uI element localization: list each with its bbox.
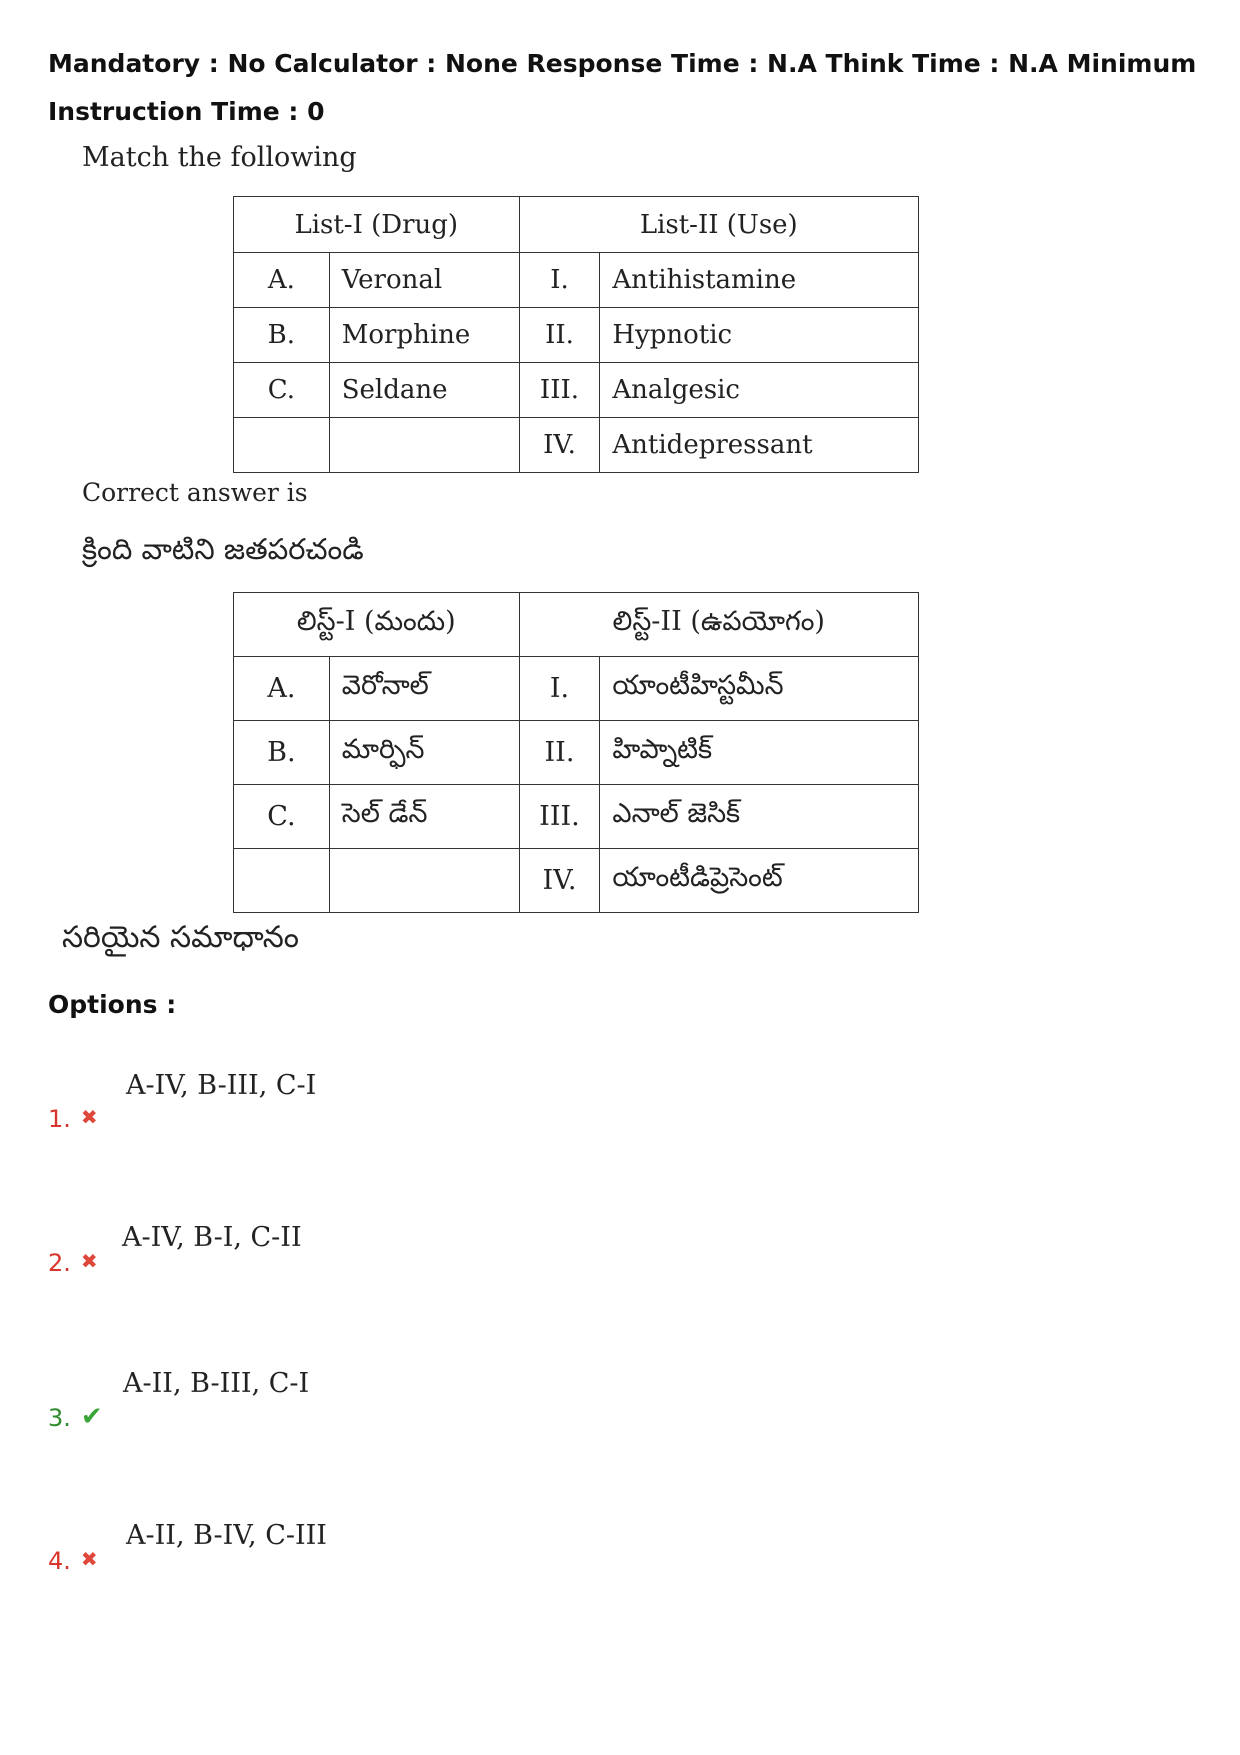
list-1-item: Seldane	[329, 363, 519, 418]
list-2-item: Antidepressant	[600, 418, 919, 473]
list-1-item: మార్ఫిన్	[329, 721, 519, 785]
match-table-te	[233, 592, 919, 913]
question-intro-te: క్రింది వాటిని జతపరచండి	[82, 532, 364, 566]
list-2-heading: List-II (Use)	[519, 197, 918, 253]
list-1-item: సెల్ డేన్	[329, 785, 519, 849]
list-2-item: ఎనాల్ జెసిక్	[600, 785, 919, 849]
list-1-heading: List-I (Drug)	[234, 197, 520, 253]
list-2-item: హిప్నాటిక్	[600, 721, 919, 785]
option-4-text[interactable]: A-II, B-IV, C-III	[126, 1520, 327, 1551]
table-row	[234, 849, 919, 913]
list-2-code: I.	[519, 253, 600, 308]
list-2-item: Antihistamine	[600, 253, 919, 308]
list-1-code: B.	[234, 721, 330, 785]
cross-icon: ✖	[80, 1105, 98, 1129]
list-1-item: Veronal	[329, 253, 519, 308]
list-1-code: B.	[234, 308, 330, 363]
table-row	[234, 721, 919, 785]
correct-answer-label-te: సరియైన సమాధానం	[62, 920, 299, 955]
list-2-code: III.	[519, 785, 600, 849]
option-number: 4.	[48, 1547, 71, 1575]
list-1-code: C.	[234, 785, 330, 849]
table-row	[234, 253, 919, 308]
table-row	[234, 418, 919, 473]
list-2-code: I.	[519, 657, 600, 721]
check-icon: ✔	[80, 1402, 103, 1432]
option-2-text[interactable]: A-IV, B-I, C-II	[122, 1222, 302, 1253]
list-1-item: వెరోనాల్	[329, 657, 519, 721]
list-2-item: యాంటీడిప్రెసెంట్	[600, 849, 919, 913]
table-row	[234, 657, 919, 721]
question-intro-en: Match the following	[82, 142, 357, 173]
cross-icon: ✖	[80, 1249, 98, 1273]
option-1-text[interactable]: A-IV, B-III, C-I	[126, 1070, 317, 1101]
list-2-item: యాంటీహిస్టమీన్	[600, 657, 919, 721]
list-2-code: II.	[519, 308, 600, 363]
table-header-row	[234, 197, 919, 253]
match-table-en	[233, 196, 919, 473]
list-1-heading: లిస్ట్-I (మందు)	[234, 593, 520, 657]
list-2-item: Analgesic	[600, 363, 919, 418]
list-2-code: II.	[519, 721, 600, 785]
table-row	[234, 363, 919, 418]
table-header-row	[234, 593, 919, 657]
option-2-number	[48, 1249, 98, 1277]
option-number: 3.	[48, 1404, 71, 1432]
list-1-code: A.	[234, 657, 330, 721]
option-1-number	[48, 1105, 98, 1133]
list-1-code	[234, 418, 330, 473]
option-4-number	[48, 1547, 98, 1575]
list-2-code: III.	[519, 363, 600, 418]
list-1-code: A.	[234, 253, 330, 308]
correct-answer-label-en: Correct answer is	[82, 478, 308, 507]
option-number: 1.	[48, 1105, 71, 1133]
options-label: Options :	[48, 990, 177, 1019]
list-1-code: C.	[234, 363, 330, 418]
list-2-heading: లిస్ట్-II (ఉపయోగం)	[519, 593, 918, 657]
option-3-text[interactable]: A-II, B-III, C-I	[123, 1368, 310, 1399]
list-1-item: Morphine	[329, 308, 519, 363]
option-number: 2.	[48, 1249, 71, 1277]
table-row	[234, 308, 919, 363]
question-header: Mandatory : No Calculator : None Response Time : N.A Think Time : N.A Minimum Instruction Time : 0	[48, 49, 1197, 126]
cross-icon: ✖	[80, 1547, 98, 1571]
list-1-item	[329, 418, 519, 473]
list-2-code: IV.	[519, 849, 600, 913]
list-2-item: Hypnotic	[600, 308, 919, 363]
table-row	[234, 785, 919, 849]
option-3-number	[48, 1402, 103, 1432]
list-1-code	[234, 849, 330, 913]
list-2-code: IV.	[519, 418, 600, 473]
list-1-item	[329, 849, 519, 913]
